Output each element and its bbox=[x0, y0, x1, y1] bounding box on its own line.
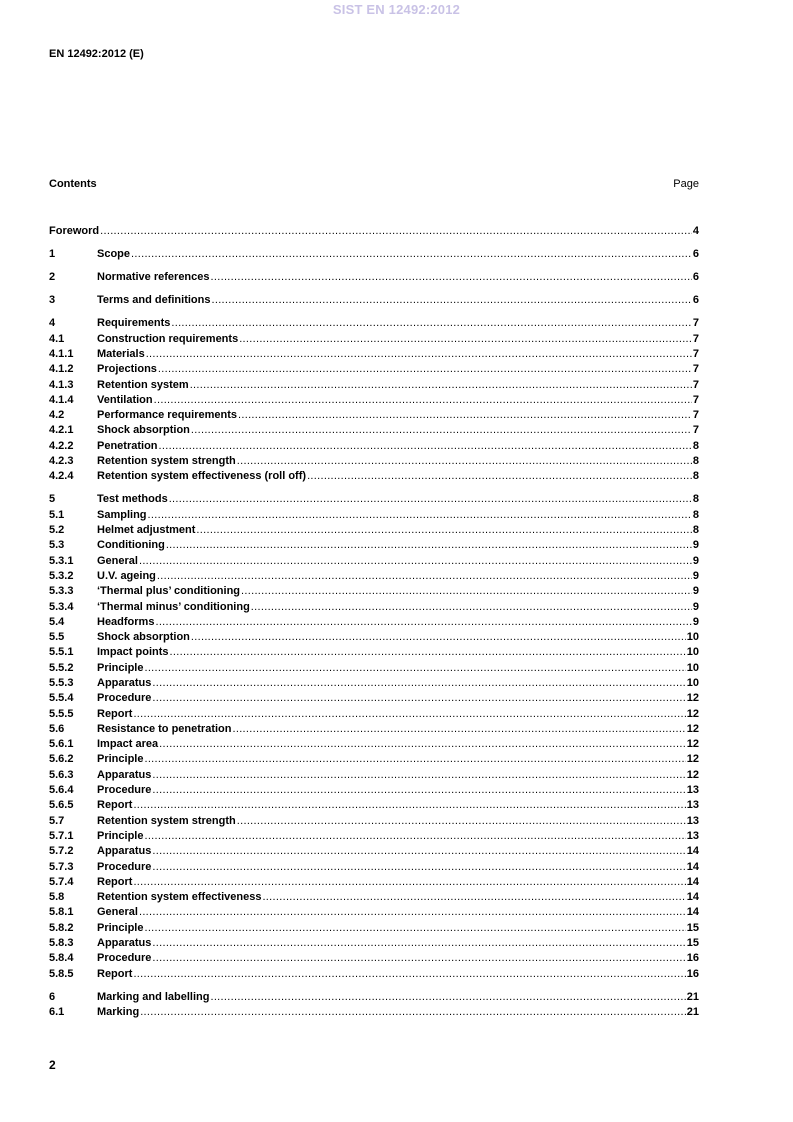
toc-entry-page: 9 bbox=[692, 600, 699, 613]
toc-entry-title: Conditioning bbox=[97, 539, 165, 552]
toc-dot-leader bbox=[237, 454, 692, 469]
toc-entry-number: 4.2.4 bbox=[49, 470, 74, 483]
toc-dot-leader bbox=[166, 538, 692, 553]
toc-entry-number: 5.8.5 bbox=[49, 967, 74, 980]
toc-dot-leader bbox=[100, 224, 692, 239]
toc-entry-title: Procedure bbox=[97, 860, 152, 873]
toc-entry[interactable] bbox=[49, 554, 699, 569]
toc-entry-page: 12 bbox=[686, 692, 699, 705]
toc-entry[interactable] bbox=[49, 408, 699, 423]
toc-entry-number: 4.1.1 bbox=[49, 347, 74, 360]
toc-dot-leader bbox=[131, 247, 692, 262]
toc-entry[interactable] bbox=[49, 600, 699, 615]
toc-entry-page: 10 bbox=[686, 661, 699, 674]
toc-entry-title: Retention system bbox=[97, 378, 189, 391]
toc-entry-title: U.V. ageing bbox=[97, 569, 156, 582]
toc-dot-leader bbox=[144, 661, 685, 676]
toc-entry-number: 4.2.1 bbox=[49, 424, 74, 437]
toc-dot-leader bbox=[154, 393, 692, 408]
toc-entry-page: 8 bbox=[692, 493, 699, 506]
toc-entry-title: Headforms bbox=[97, 615, 155, 628]
toc-entry-number: 4.1.4 bbox=[49, 393, 74, 406]
toc-entry-page: 14 bbox=[686, 860, 699, 873]
toc-dot-leader bbox=[152, 951, 685, 966]
toc-entry-number: 5.5.2 bbox=[49, 661, 74, 674]
toc-dot-leader bbox=[144, 829, 685, 844]
toc-entry-page: 14 bbox=[686, 845, 699, 858]
toc-entry-number: 5.5.4 bbox=[49, 692, 74, 705]
toc-entry[interactable] bbox=[49, 752, 699, 767]
toc-dot-leader bbox=[152, 768, 685, 783]
toc-entry-number: 5.3.4 bbox=[49, 600, 74, 613]
toc-entry[interactable] bbox=[49, 423, 699, 438]
toc-entry-title: Retention system strength bbox=[97, 814, 236, 827]
toc-entry-number: 5.7.2 bbox=[49, 845, 74, 858]
toc-entry-number: 5.6.1 bbox=[49, 738, 74, 751]
toc-entry[interactable] bbox=[49, 722, 699, 737]
toc-dot-leader bbox=[169, 492, 692, 507]
toc-entry-page: 6 bbox=[692, 294, 699, 307]
toc-entry-number: 5.6 bbox=[49, 722, 65, 735]
toc-entry-page: 21 bbox=[686, 990, 699, 1003]
toc-entry-title: Impact points bbox=[97, 646, 169, 659]
toc-entry-number: 5.5.5 bbox=[49, 707, 74, 720]
toc-entry[interactable] bbox=[49, 469, 699, 484]
toc-entry-page: 7 bbox=[692, 347, 699, 360]
toc-entry[interactable] bbox=[49, 316, 699, 331]
toc-entry-page: 13 bbox=[686, 799, 699, 812]
toc-entry-title: Apparatus bbox=[97, 937, 152, 950]
toc-dot-leader bbox=[196, 523, 691, 538]
contents-title: Contents bbox=[49, 178, 97, 190]
toc-dot-leader bbox=[232, 722, 685, 737]
toc-entry-page: 12 bbox=[686, 768, 699, 781]
toc-entry-page: 16 bbox=[686, 967, 699, 980]
toc-entry[interactable] bbox=[49, 1005, 699, 1020]
toc-entry[interactable] bbox=[49, 332, 699, 347]
toc-entry[interactable] bbox=[49, 951, 699, 966]
toc-dot-leader bbox=[152, 936, 685, 951]
toc-dot-leader bbox=[262, 890, 685, 905]
toc-dot-leader bbox=[211, 293, 691, 308]
toc-entry-title: Report bbox=[97, 967, 133, 980]
toc-entry-title: Impact area bbox=[97, 738, 159, 751]
toc-entry[interactable] bbox=[49, 270, 699, 285]
toc-entry-number: 3 bbox=[49, 294, 56, 307]
toc-entry-title: Report bbox=[97, 707, 133, 720]
toc-dot-leader bbox=[155, 615, 691, 630]
toc-entry-page: 8 bbox=[692, 508, 699, 521]
toc-dot-leader bbox=[238, 408, 692, 423]
toc-entry-number: 4.1 bbox=[49, 332, 65, 345]
toc-dot-leader bbox=[133, 707, 685, 722]
toc-dot-leader bbox=[159, 737, 686, 752]
toc-entry-number: 5.3 bbox=[49, 539, 65, 552]
toc-dot-leader bbox=[139, 905, 686, 920]
toc-entry-number: 5.7 bbox=[49, 814, 65, 827]
toc-entry[interactable] bbox=[49, 967, 699, 982]
toc-entry-page: 6 bbox=[692, 248, 699, 261]
toc-entry-title: Report bbox=[97, 875, 133, 888]
toc-entry[interactable] bbox=[49, 645, 699, 660]
toc-entry-number: 5.5 bbox=[49, 631, 65, 644]
page-column-header: Page bbox=[673, 178, 699, 190]
toc-dot-leader bbox=[237, 814, 686, 829]
toc-entry-page: 13 bbox=[686, 784, 699, 797]
toc-entry-title: Apparatus bbox=[97, 768, 152, 781]
toc-entry-number: 5.8.1 bbox=[49, 906, 74, 919]
toc-dot-leader bbox=[157, 569, 692, 584]
toc-entry-title: Sampling bbox=[97, 508, 147, 521]
toc-entry-number: 5.5.1 bbox=[49, 646, 74, 659]
toc-entry[interactable] bbox=[49, 990, 699, 1005]
toc-entry-title: Performance requirements bbox=[97, 409, 237, 422]
toc-entry-title: Retention system effectiveness bbox=[97, 891, 262, 904]
toc-entry[interactable] bbox=[49, 439, 699, 454]
toc-entry-number: 5.3.1 bbox=[49, 554, 74, 567]
toc-entry-number: 5 bbox=[49, 493, 56, 506]
toc-entry-title: Penetration bbox=[97, 439, 158, 452]
toc-entry[interactable] bbox=[49, 393, 699, 408]
toc-entry[interactable] bbox=[49, 492, 699, 507]
toc-entry-number: 4.1.3 bbox=[49, 378, 74, 391]
toc-entry-title: Report bbox=[97, 799, 133, 812]
toc-entry[interactable] bbox=[49, 630, 699, 645]
toc-dot-leader bbox=[191, 630, 686, 645]
toc-entry[interactable] bbox=[49, 844, 699, 859]
toc-entry-title: Apparatus bbox=[97, 845, 152, 858]
toc-dot-leader bbox=[148, 508, 692, 523]
toc-entry-number: 4 bbox=[49, 317, 56, 330]
toc-entry[interactable] bbox=[49, 860, 699, 875]
toc-entry-title: Resistance to penetration bbox=[97, 722, 232, 735]
toc-entry-page: 12 bbox=[686, 738, 699, 751]
toc-entry-number: 5.4 bbox=[49, 615, 65, 628]
toc-entry-title: Principle bbox=[97, 829, 144, 842]
toc-entry-number: 5.6.4 bbox=[49, 784, 74, 797]
toc-entry-title: Principle bbox=[97, 753, 144, 766]
document-id: EN 12492:2012 (E) bbox=[49, 48, 144, 60]
toc-entry-page: 7 bbox=[692, 393, 699, 406]
toc-entry-number: 4.1.2 bbox=[49, 363, 74, 376]
toc-entry-number: 5.3.2 bbox=[49, 569, 74, 582]
toc-entry-title: Marking bbox=[97, 1006, 140, 1019]
toc-entry[interactable] bbox=[49, 737, 699, 752]
toc-entry-page: 9 bbox=[692, 585, 699, 598]
toc-entry-page: 9 bbox=[692, 569, 699, 582]
toc-entry-number: 4.2.3 bbox=[49, 455, 74, 468]
toc-entry-title: General bbox=[97, 554, 138, 567]
page-number: 2 bbox=[49, 1058, 56, 1072]
toc-entry-page: 9 bbox=[692, 615, 699, 628]
toc-entry-page: 8 bbox=[692, 470, 699, 483]
toc-entry-page: 14 bbox=[686, 891, 699, 904]
toc-entry-number: 5.6.2 bbox=[49, 753, 74, 766]
toc-entry-title: Procedure bbox=[97, 784, 152, 797]
toc-dot-leader bbox=[307, 469, 692, 484]
toc-entry-page: 15 bbox=[686, 937, 699, 950]
toc-entry-number: 4.2.2 bbox=[49, 439, 74, 452]
toc-entry-title: Normative references bbox=[97, 271, 210, 284]
toc-entry-page: 12 bbox=[686, 722, 699, 735]
toc-entry-number: 5.5.3 bbox=[49, 677, 74, 689]
toc-entry[interactable] bbox=[49, 584, 699, 599]
toc-entry[interactable] bbox=[49, 875, 699, 890]
toc-entry-page: 10 bbox=[686, 677, 699, 689]
toc-entry-title: ‘Thermal minus’ conditioning bbox=[97, 600, 250, 613]
toc-entry-number: 5.6.3 bbox=[49, 768, 74, 781]
toc-entry-page: 13 bbox=[686, 829, 699, 842]
toc-entry[interactable] bbox=[49, 508, 699, 523]
toc-entry-title: Scope bbox=[97, 248, 131, 261]
toc-dot-leader bbox=[191, 423, 692, 438]
toc-dot-leader bbox=[152, 860, 685, 875]
toc-entry-title: Procedure bbox=[97, 692, 152, 705]
toc-entry[interactable] bbox=[49, 523, 699, 538]
toc-entry[interactable] bbox=[49, 569, 699, 584]
toc-entry-title: Marking and labelling bbox=[97, 990, 210, 1003]
toc-entry[interactable] bbox=[49, 378, 699, 393]
toc-entry-number: 5.8 bbox=[49, 891, 65, 904]
toc-entry[interactable] bbox=[49, 890, 699, 905]
toc-entry[interactable] bbox=[49, 814, 699, 829]
toc-entry-title: Materials bbox=[97, 347, 145, 360]
toc-dot-leader bbox=[190, 378, 692, 393]
toc-dot-leader bbox=[158, 362, 692, 377]
toc-dot-leader bbox=[133, 967, 685, 982]
toc-entry[interactable] bbox=[49, 661, 699, 676]
toc-entry-page: 14 bbox=[686, 875, 699, 888]
toc-entry[interactable] bbox=[49, 247, 699, 262]
toc-entry[interactable] bbox=[49, 454, 699, 469]
toc-entry-title: Requirements bbox=[97, 317, 171, 330]
toc-dot-leader bbox=[144, 752, 685, 767]
toc-entry-number: 5.8.2 bbox=[49, 921, 74, 934]
toc-entry-title: Test methods bbox=[97, 493, 168, 506]
toc-entry-title: General bbox=[97, 906, 138, 919]
toc-entry-page: 15 bbox=[686, 921, 699, 934]
toc-dot-leader bbox=[251, 600, 692, 615]
toc-entry-number: 2 bbox=[49, 271, 56, 284]
toc-dot-leader bbox=[152, 783, 685, 798]
toc-entry-page: 16 bbox=[686, 952, 699, 965]
toc-entry-number: 5.6.5 bbox=[49, 799, 74, 812]
toc-entry-number: 5.7.4 bbox=[49, 875, 74, 888]
toc-entry-title: Shock absorption bbox=[97, 631, 190, 644]
toc-entry[interactable] bbox=[49, 936, 699, 951]
toc-entry-number: 5.7.3 bbox=[49, 860, 74, 873]
toc-entry-title: Principle bbox=[97, 921, 144, 934]
contents-header bbox=[49, 178, 699, 190]
toc-entry-title: Retention system effectiveness (roll off) bbox=[97, 470, 307, 483]
toc-entry-title: Projections bbox=[97, 363, 157, 376]
toc-entry-page: 12 bbox=[686, 707, 699, 720]
toc-entry[interactable] bbox=[49, 538, 699, 553]
toc-entry-number: 5.7.1 bbox=[49, 829, 74, 842]
toc-entry[interactable] bbox=[49, 768, 699, 783]
toc-entry[interactable] bbox=[49, 905, 699, 920]
toc-entry-page: 8 bbox=[692, 524, 699, 537]
toc-entry-number: 5.8.4 bbox=[49, 952, 74, 965]
toc-entry-title: ‘Thermal plus’ conditioning bbox=[97, 585, 241, 598]
toc-dot-leader bbox=[133, 875, 685, 890]
toc-entry-page: 9 bbox=[692, 539, 699, 552]
toc-dot-leader bbox=[133, 798, 685, 813]
toc-entry-page: 4 bbox=[692, 225, 699, 237]
toc-entry-page: 7 bbox=[692, 363, 699, 376]
toc-entry-title: Foreword bbox=[49, 225, 100, 237]
toc-entry-page: 10 bbox=[686, 631, 699, 644]
toc-entry-number: 6.1 bbox=[49, 1006, 65, 1019]
toc-entry-number: 5.2 bbox=[49, 524, 65, 537]
toc-entry[interactable] bbox=[49, 783, 699, 798]
toc-entry-title: Retention system strength bbox=[97, 455, 236, 468]
toc-entry-title: Ventilation bbox=[97, 393, 153, 406]
toc-dot-leader bbox=[152, 691, 685, 706]
table-of-contents bbox=[49, 224, 699, 1020]
toc-entry-page: 21 bbox=[686, 1006, 699, 1019]
toc-entry-number: 5.1 bbox=[49, 508, 65, 521]
toc-entry-page: 7 bbox=[692, 424, 699, 437]
toc-entry[interactable] bbox=[49, 615, 699, 630]
toc-dot-leader bbox=[210, 990, 685, 1005]
toc-dot-leader bbox=[171, 316, 692, 331]
toc-dot-leader bbox=[140, 1005, 686, 1020]
toc-entry[interactable] bbox=[49, 362, 699, 377]
toc-dot-leader bbox=[152, 676, 685, 691]
toc-entry-page: 7 bbox=[692, 317, 699, 330]
toc-entry-page: 7 bbox=[692, 409, 699, 422]
toc-entry-number: 5.3.3 bbox=[49, 585, 74, 598]
toc-entry-page: 7 bbox=[692, 378, 699, 391]
toc-dot-leader bbox=[241, 584, 692, 599]
toc-entry-page: 14 bbox=[686, 906, 699, 919]
toc-entry-title: Terms and definitions bbox=[97, 294, 211, 307]
toc-entry-page: 13 bbox=[686, 814, 699, 827]
toc-dot-leader bbox=[159, 439, 692, 454]
toc-dot-leader bbox=[239, 332, 692, 347]
toc-entry[interactable] bbox=[49, 829, 699, 844]
toc-entry-page: 9 bbox=[692, 554, 699, 567]
toc-entry[interactable] bbox=[49, 921, 699, 936]
toc-entry-page: 6 bbox=[692, 271, 699, 284]
toc-entry[interactable] bbox=[49, 691, 699, 706]
toc-entry-title: Shock absorption bbox=[97, 424, 190, 437]
toc-dot-leader bbox=[139, 554, 692, 569]
toc-entry-page: 8 bbox=[692, 439, 699, 452]
toc-entry-number: 1 bbox=[49, 248, 56, 261]
toc-dot-leader bbox=[170, 645, 686, 660]
toc-entry[interactable] bbox=[49, 676, 699, 691]
toc-dot-leader bbox=[146, 347, 692, 362]
toc-entry-page: 10 bbox=[686, 646, 699, 659]
toc-entry[interactable] bbox=[49, 293, 699, 308]
toc-entry-page: 7 bbox=[692, 332, 699, 345]
toc-entry-number: 5.8.3 bbox=[49, 937, 74, 950]
toc-dot-leader bbox=[144, 921, 685, 936]
toc-dot-leader bbox=[152, 844, 685, 859]
toc-entry-title: Apparatus bbox=[97, 677, 152, 689]
toc-dot-leader bbox=[211, 270, 692, 285]
toc-entry[interactable] bbox=[49, 798, 699, 813]
watermark-text: SIST EN 12492:2012 bbox=[332, 2, 461, 17]
toc-entry[interactable] bbox=[49, 224, 699, 239]
toc-entry-page: 8 bbox=[692, 455, 699, 468]
toc-entry-title: Principle bbox=[97, 661, 144, 674]
toc-entry[interactable] bbox=[49, 347, 699, 362]
toc-entry-title: Procedure bbox=[97, 952, 152, 965]
toc-entry-page: 12 bbox=[686, 753, 699, 766]
toc-entry-number: 6 bbox=[49, 990, 56, 1003]
toc-entry[interactable] bbox=[49, 707, 699, 722]
toc-entry-title: Helmet adjustment bbox=[97, 524, 196, 537]
toc-entry-number: 4.2 bbox=[49, 409, 65, 422]
toc-entry-title: Construction requirements bbox=[97, 332, 239, 345]
